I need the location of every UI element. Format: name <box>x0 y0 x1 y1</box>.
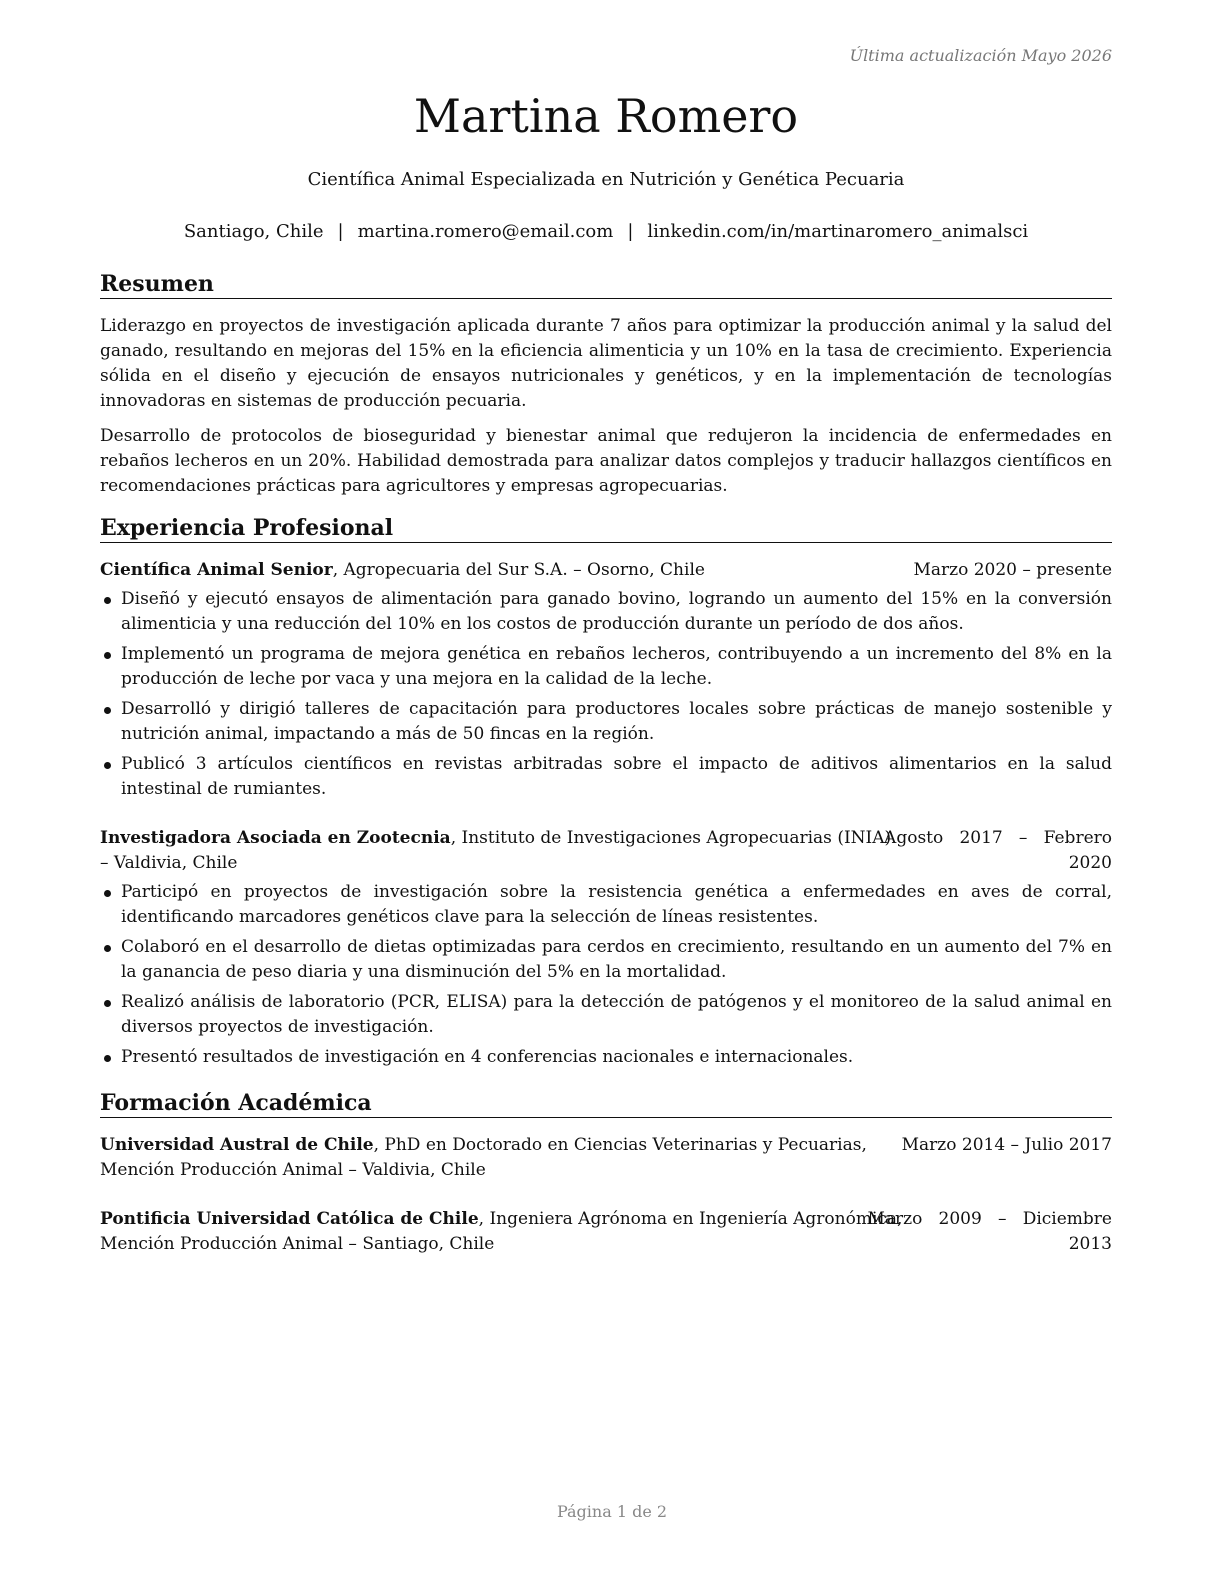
section-title-education: Formación Académica <box>100 1089 1112 1118</box>
education-title-line <box>100 1133 867 1158</box>
contact-separator: | <box>337 221 344 242</box>
education-date: Marzo 2014 – Julio 2017 <box>901 1135 1112 1155</box>
contact-email[interactable]: martina.romero@email.com <box>357 221 614 242</box>
job-header <box>100 558 1112 583</box>
education-detail: Mención Producción Animal – Valdivia, Chile <box>100 1160 486 1180</box>
job-bullets <box>100 587 1112 802</box>
education-degree: , PhD en Doctorado en Ciencias Veterinarias y Pecuarias, <box>373 1135 867 1155</box>
contact-location: Santiago, Chile <box>183 221 324 242</box>
job-date-line-2: 2020 <box>1068 853 1112 873</box>
job-bullets <box>100 880 1112 1070</box>
job-org: , Instituto de Investigaciones Agropecuarias (INIA) <box>450 828 892 848</box>
list-item: Colaboró en el desarrollo de dietas optimizadas para cerdos en crecimiento, resultando en un aumento del 7% en la ganancia de peso diaria y una disminución del 5% en la mortalidad. <box>100 935 1112 985</box>
candidate-subtitle: Científica Animal Especializada en Nutrición y Genética Pecuaria <box>307 169 905 190</box>
contact-linkedin[interactable]: linkedin.com/in/martinaromero_animalsci <box>647 221 1029 242</box>
job-date: Marzo 2020 – presente <box>913 560 1112 580</box>
page-number: Página 1 de 2 <box>556 1502 668 1521</box>
job-location: – Valdivia, Chile <box>100 853 238 873</box>
job-role: Científica Animal Senior <box>100 560 333 580</box>
education-title-line <box>100 1207 902 1232</box>
contact-separator: | <box>627 221 634 242</box>
list-item: Participó en proyectos de investigación sobre la resistencia genética a enfermedades en aves de corral, identificando marcadores genéticos clave para la selección de líneas resistentes. <box>100 880 1112 930</box>
job-entry-2 <box>100 826 1112 1075</box>
education-institution: Universidad Austral de Chile <box>100 1135 374 1155</box>
list-item: Desarrolló y dirigió talleres de capacitación para productores locales sobre prácticas de manejo sostenible y nutrición animal, impactando a más de 50 fincas en la región. <box>100 697 1112 747</box>
section-title-experience: Experiencia Profesional <box>100 514 1112 543</box>
job-entry-1 <box>100 558 1112 807</box>
job-role: Investigadora Asociada en Zootecnia <box>100 828 451 848</box>
job-header <box>100 826 1112 876</box>
education-entry-2 <box>100 1207 1112 1257</box>
section-title-summary: Resumen <box>100 270 1112 299</box>
education-date: Marzo 2009 – Diciembre <box>867 1209 1112 1229</box>
education-institution: Pontificia Universidad Católica de Chile <box>100 1209 479 1229</box>
summary-paragraph-1: Liderazgo en proyectos de investigación aplicada durante 7 años para optimizar la producción animal y la salud del ganado, resultando en mejoras del 15% en la eficiencia alimenticia y un 10% en la tasa de crecimiento. Experiencia sólida en el diseño y ejecución de ensayos nutricionales y genéticos, y en la implementación de tecnologías innovadoras en sistemas de producción pecuaria. <box>100 316 1112 411</box>
contact-line <box>100 220 1112 244</box>
list-item: Presentó resultados de investigación en 4 conferencias nacionales e internacionales. <box>100 1045 1112 1070</box>
last-updated: Última actualización Mayo 2026 <box>849 46 1112 65</box>
education-degree: , Ingeniera Agrónoma en Ingeniería Agronómica, <box>478 1209 903 1229</box>
summary-paragraph-2: Desarrollo de protocolos de bioseguridad y bienestar animal que redujeron la incidencia de enfermedades en rebaños lecheros en un 20%. Habilidad demostrada para analizar datos complejos y traducir hallazgos científicos en recomendaciones prácticas para agricultores y empresas agropecuarias. <box>100 426 1112 496</box>
education-entry-1 <box>100 1133 1112 1183</box>
education-date-line-2: 2013 <box>1068 1234 1112 1254</box>
list-item: Realizó análisis de laboratorio (PCR, ELISA) para la detección de patógenos y el monitoreo de la salud animal en diversos proyectos de investigación. <box>100 990 1112 1040</box>
list-item: Diseñó y ejecutó ensayos de alimentación para ganado bovino, logrando un aumento del 15% en la conversión alimenticia y una reducción del 10% en los costos de producción durante un período de dos años. <box>100 587 1112 637</box>
job-title-line <box>100 826 891 851</box>
job-date-line-1: Agosto 2017 – Febrero <box>884 828 1112 848</box>
education-detail: Mención Producción Animal – Santiago, Chile <box>100 1234 495 1254</box>
candidate-name: Martina Romero <box>413 89 799 143</box>
list-item: Implementó un programa de mejora genética en rebaños lecheros, contribuyendo a un incremento del 8% en la producción de leche por vaca y una mejora en la calidad de la leche. <box>100 642 1112 692</box>
job-org: , Agropecuaria del Sur S.A. – Osorno, Chile <box>332 560 705 580</box>
list-item: Publicó 3 artículos científicos en revistas arbitradas sobre el impacto de aditivos alimentarios en la salud intestinal de rumiantes. <box>100 752 1112 802</box>
